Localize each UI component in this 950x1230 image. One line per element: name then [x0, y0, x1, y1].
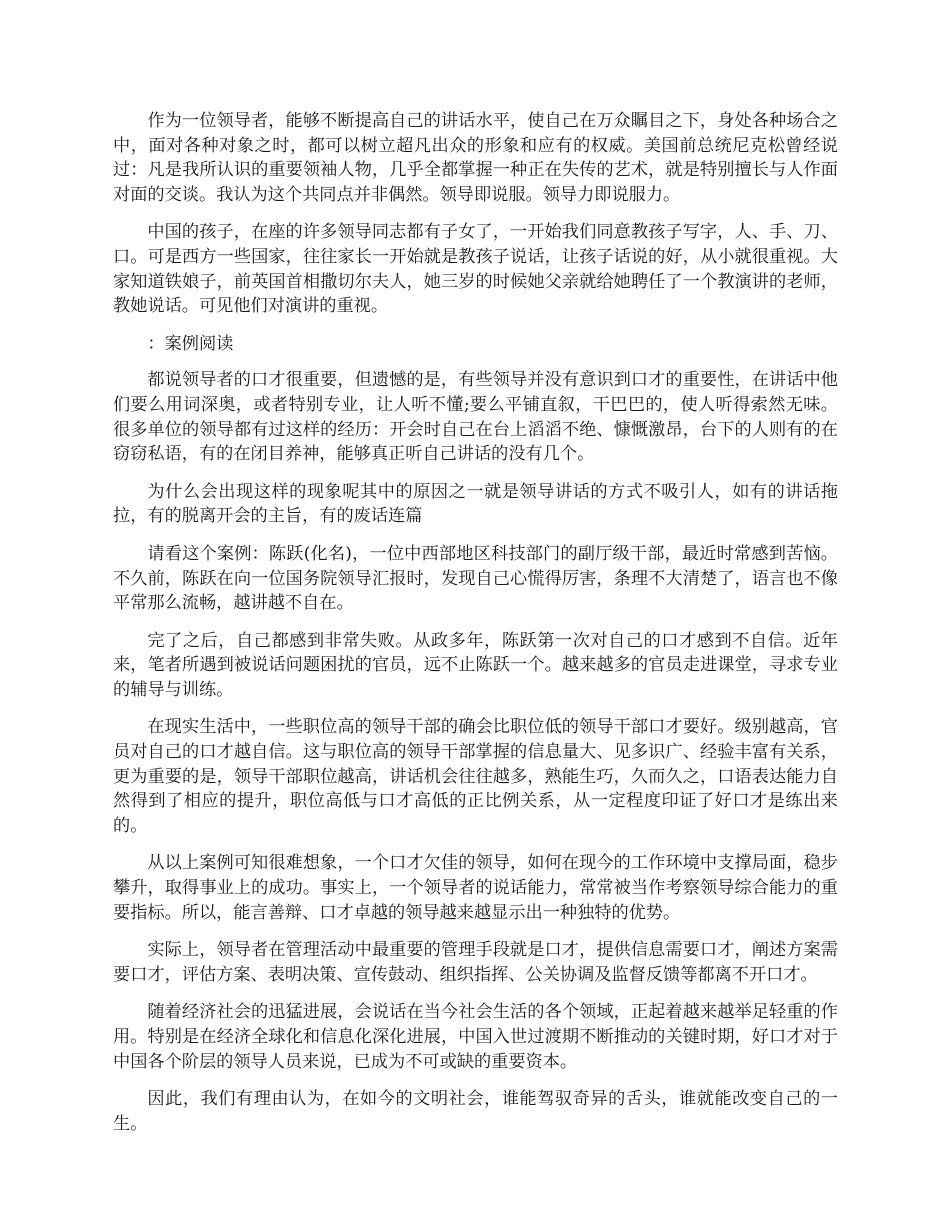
- paragraph-case: 请看这个案例：陈跃(化名)，一位中西部地区科技部门的副厅级干部，最近时常感到苦恼。不久前，陈跃在向一位国务院领导汇报时，发现自己心慌得厉害，条理不大清楚了，语言也不像平常那么流畅，越讲越不自在。: [113, 543, 838, 614]
- paragraph-failure: 完了之后，自己都感到非常失败。从政多年，陈跃第一次对自己的口才感到不自信。近年来，笔者所遇到被说话问题困扰的官员，远不止陈跃一个。越来越多的官员走进课堂，寻求专业的辅导与训练。: [113, 630, 838, 700]
- paragraph-economic-development: 随着经济社会的迅猛进展，会说话在当今社会生活的各个领域，正起着越来越举足轻重的作用。特别是在经济全球化和信息化深化进展，中国入世过渡期不断推动的关键时期，好口才对于中国各个阶层的领导人员来说，已成为不可或缺的重要资本。: [113, 1002, 838, 1072]
- paragraph-eloquence-importance: 都说领导者的口才很重要，但遗憾的是，有些领导并没有意识到口才的重要性，在讲话中他们要么用词深奥，或者特别专业，让人听不懂;要么平铺直叙，干巴巴的，使人听得索然无味。很多单位的领导都有过这样的经历：开会时自己在台上滔滔不绝、慷慨激昂，台下的人则有的在窃窃私语，有的在闭目养神，能够真正听自己讲话的没有几个。: [113, 370, 838, 465]
- paragraph-conclusion-case: 从以上案例可知很难想象，一个口才欠佳的领导，如何在现今的工作环境中支撑局面，稳步攀升，取得事业上的成功。事实上，一个领导者的说话能力，常常被当作考察领导综合能力的重要指标。所以，能言善辩、口才卓越的领导越来越显示出一种独特的优势。: [113, 853, 838, 923]
- paragraph-intro: 作为一位领导者，能够不断提高自己的讲话水平，使自己在万众瞩目之下，身处各种场合之中，面对各种对象之时，都可以树立超凡出众的形象和应有的权威。美国前总统尼克松曾经说过：凡是我所认识的重要领袖人物，几乎全都掌握一种正在失传的艺术，就是特别擅长与人作面对面的交谈。我认为这个共同点并非偶然。领导即说服。领导力即说服力。: [113, 111, 838, 205]
- document-body: [113, 109, 838, 1149]
- paragraph-real-life: 在现实生活中，一些职位高的领导干部的确会比职位低的领导干部口才要好。级别越高，官员对自己的口才越自信。这与职位高的领导干部掌握的信息量大、见多识广、经验丰富有关系，更为重要的是，领导干部职位越高，讲话机会往往越多，熟能生巧，久而久之，口语表达能力自然得到了相应的提升，职位高低与口才高低的正比例关系，从一定程度印证了好口才是练出来的。: [113, 717, 838, 836]
- paragraph-final: 因此，我们有理由认为，在如今的文明社会，谁能驾驭奇异的舌头，谁就能改变自己的一生。: [113, 1089, 838, 1134]
- section-heading-case-reading: ：案例阅读: [147, 333, 234, 354]
- paragraph-reasons: 为什么会出现这样的现象呢其中的原因之一就是领导讲话的方式不吸引人，如有的讲话拖拉，有的脱离开会的主旨，有的废话连篇: [113, 481, 838, 527]
- paragraph-management-means: 实际上，领导者在管理活动中最重要的管理手段就是口才，提供信息需要口才，阐述方案需要口才，评估方案、表明决策、宣传鼓动、组织指挥、公关协调及监督反馈等都离不开口才。: [113, 940, 838, 985]
- paragraph-children: 中国的孩子，在座的许多领导同志都有子女了，一开始我们同意教孩子写字，人、手、刀、口。可是西方一些国家，往往家长一开始就是教孩子说话，让孩子话说的好，从小就很重视。大家知道铁娘子，前英国首相撒切尔夫人，她三岁的时候她父亲就给她聘任了一个教演讲的老师，教她说话。可见他们对演讲的重视。: [113, 222, 838, 317]
